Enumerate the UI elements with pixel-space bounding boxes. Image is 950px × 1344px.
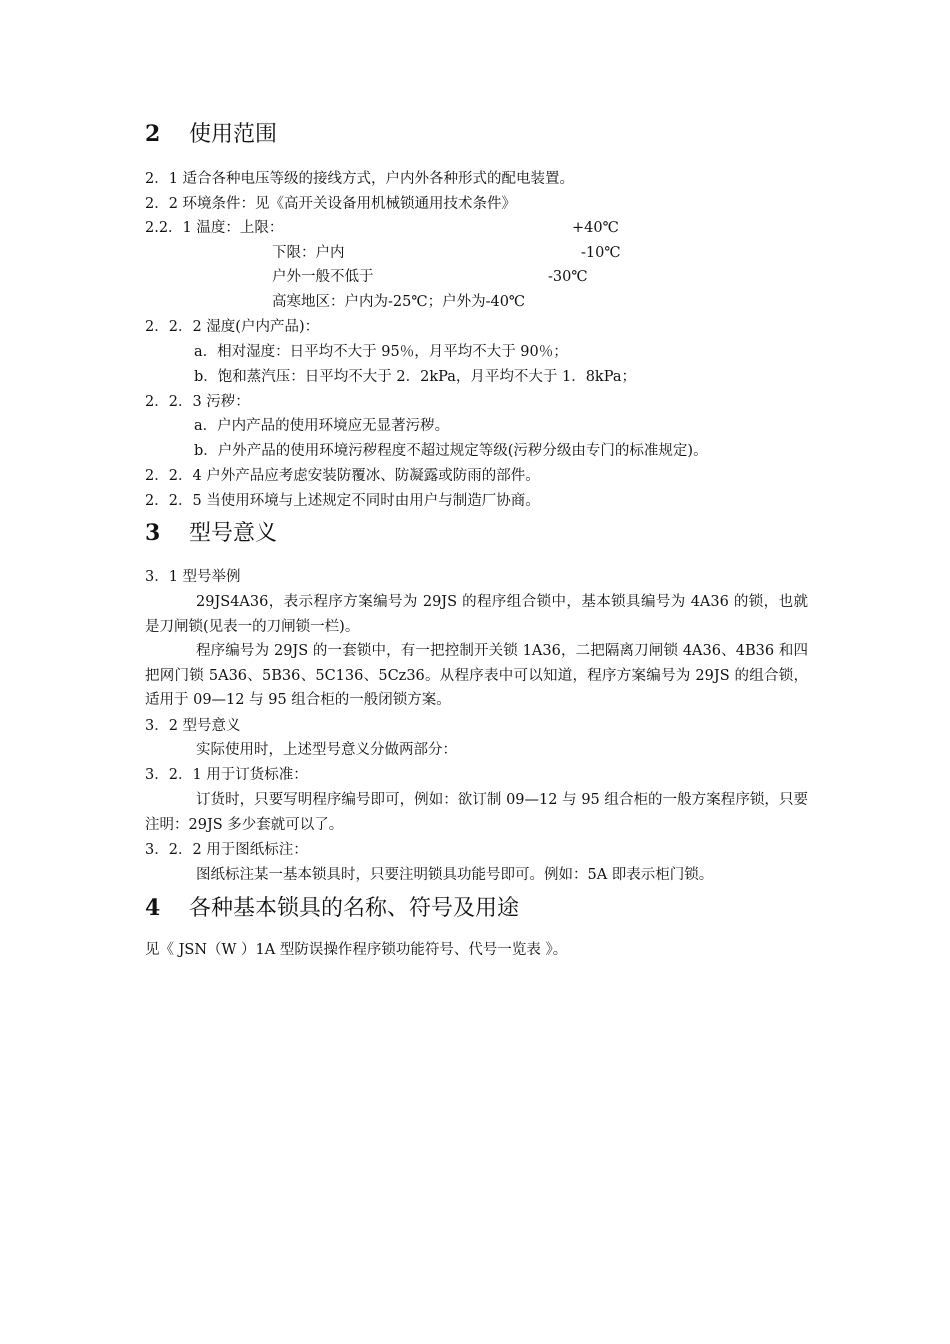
humidity-b: b．饱和蒸汽压：日平均不大于 2．2kPa，月平均不大于 1．8kPa；: [194, 369, 636, 385]
section-2-heading: [145, 120, 277, 149]
humidity-a: a．相对湿度：日平均不大于 95％，月平均不大于 90％；: [194, 344, 568, 360]
pollution-b: b．户外产品的使用环境污秽程度不超过规定等级(污秽分级由专门的标准规定)。: [194, 443, 708, 459]
section-number: 3: [145, 520, 161, 546]
clause-3-2-2: 3．2．2 用于图纸标注：: [145, 842, 308, 858]
paragraph-program-set: 程序编号为 29JS 的一套锁中，有一把控制开关锁 1A36，二把隔离刀闸锁 4A36、4B36 和四把网门锁 5A36、5B36、5C136、5Cz36。从程序表中可以知道，程序方案编号为 29JS 的组合锁，适用于 09—12 与 95 组合柜的一般闭锁方案。: [145, 643, 808, 708]
clause-2-2-3: 2．2．3 污秽：: [145, 394, 250, 410]
clause-2-1: 2．1 适合各种电压等级的接线方式，户内外各种形式的配电装置。: [145, 171, 575, 187]
clause-2-2: 2．2 环境条件：见《高开关设备用机械锁通用技术条件》: [145, 196, 517, 212]
model-meaning-intro: 实际使用时，上述型号意义分做两部分：: [196, 742, 457, 758]
section-3-heading: [145, 519, 277, 548]
temp-outdoor-value: -30℃: [548, 269, 588, 285]
clause-3-1: 3．1 型号举例: [145, 569, 241, 585]
section-title: 各种基本锁具的名称、符号及用途: [189, 896, 520, 921]
temp-outdoor-label: 户外一般不低于: [272, 269, 374, 285]
clause-3-2-1: 3．2．1 用于订货标准：: [145, 767, 308, 783]
pollution-a: a．户内产品的使用环境应无显著污秽。: [194, 418, 450, 434]
section-title: 型号意义: [189, 521, 278, 546]
paragraph-ordering: 订货时，只要写明程序编号即可，例如：欲订制 09—12 与 95 组合柜的一般方案程序锁，只要注明：29JS 多少套就可以了。: [145, 792, 808, 833]
reference-table-text: 见《 JSN（W ）1A 型防误操作程序锁功能符号、代号一览表 》。: [145, 942, 568, 958]
temp-upper-value: +40℃: [572, 220, 619, 236]
paragraph-model-example: 29JS4A36，表示程序方案编号为 29JS 的程序组合锁中，基本锁具编号为 4A36 的锁，也就是刀闸锁(见表一的刀闸锁一栏)。: [145, 594, 808, 635]
section-4-heading: [145, 894, 519, 923]
section-title: 使用范围: [189, 122, 278, 147]
section-number: 4: [145, 895, 161, 921]
clause-3-2: 3．2 型号意义: [145, 718, 241, 734]
temp-cold-region: 高寒地区：户内为-25℃；户外为-40℃: [272, 294, 526, 310]
section-number: 2: [145, 121, 161, 147]
clause-2-2-4: 2．2．4 户外产品应考虑安装防覆冰、防凝露或防雨的部件。: [145, 468, 540, 484]
clause-2-2-5: 2．2．5 当使用环境与上述规定不同时由用户与制造厂协商。: [145, 493, 540, 509]
temp-lower-value: -10℃: [581, 245, 621, 261]
clause-2-2-2: 2．2．2 湿度(户内产品)：: [145, 319, 320, 335]
temp-lower-label: 下限：户内: [272, 245, 345, 261]
clause-2-2-1: 2.2．1 温度：上限：: [145, 220, 284, 236]
drawing-annotation-text: 图纸标注某一基本锁具时，只要注明锁具功能号即可。例如：5A 即表示柜门锁。: [196, 867, 714, 883]
